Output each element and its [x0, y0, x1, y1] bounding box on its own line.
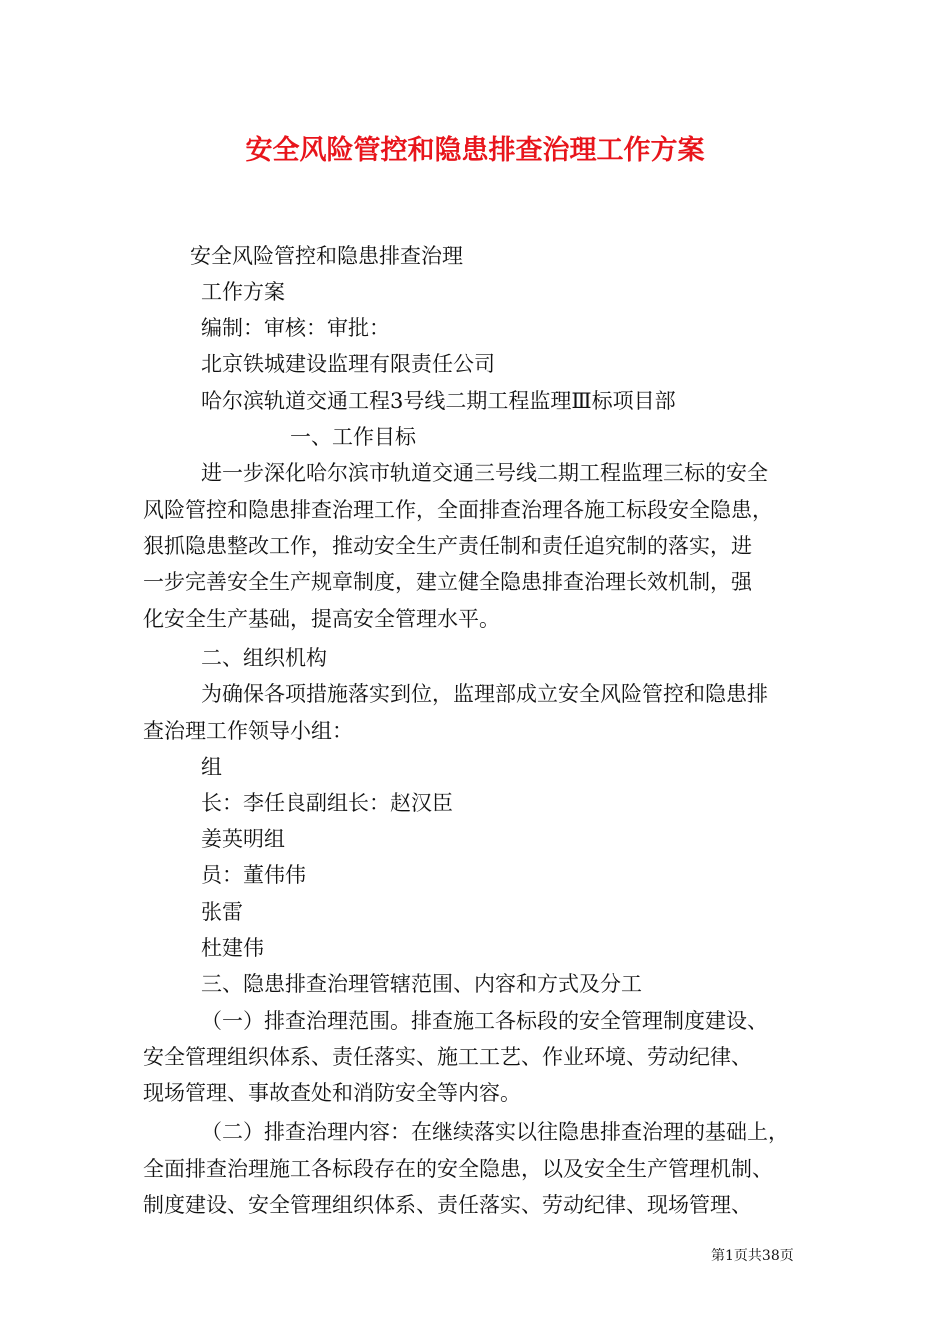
text-line: 杜建伟 — [201, 936, 264, 960]
text-line: 进一步深化哈尔滨市轨道交通三号线二期工程监理三标的安全 — [201, 461, 768, 485]
text-line: 员：董伟伟 — [201, 863, 306, 887]
text-line: 工作方案 — [201, 280, 285, 304]
text-line: 哈尔滨轨道交通工程3号线二期工程监理Ⅲ标项目部 — [201, 389, 676, 413]
section-heading: 三、隐患排查治理管辖范围、内容和方式及分工 — [201, 972, 642, 996]
text-line: 姜英明组 — [201, 827, 285, 851]
text-line: 全面排查治理施工各标段存在的安全隐患，以及安全生产管理机制、 — [143, 1157, 773, 1181]
text-line: 查治理工作领导小组： — [143, 719, 353, 743]
text-line: 制度建设、安全管理组织体系、责任落实、劳动纪律、现场管理、 — [143, 1193, 752, 1217]
text-line: （一）排查治理范围。排查施工各标段的安全管理制度建设、 — [201, 1009, 768, 1033]
section-heading: 二、组织机构 — [201, 646, 327, 670]
text-line: 长：李任良副组长：赵汉臣 — [201, 791, 453, 815]
text-line: 狠抓隐患整改工作，推动安全生产责任制和责任追究制的落实，进 — [143, 534, 752, 558]
text-line: 化安全生产基础，提高安全管理水平。 — [143, 607, 500, 631]
text-line: 张雷 — [201, 900, 243, 924]
text-line: 编制：审核：审批： — [201, 316, 390, 340]
text-line: 组 — [201, 755, 222, 779]
text-line: 现场管理、事故查处和消防安全等内容。 — [143, 1081, 521, 1105]
text-line: 风险管控和隐患排查治理工作，全面排查治理各施工标段安全隐患， — [143, 498, 773, 522]
text-line: 为确保各项措施落实到位，监理部成立安全风险管控和隐患排 — [201, 682, 768, 706]
text-line: 北京铁城建设监理有限责任公司 — [201, 352, 495, 376]
text-line: 安全管理组织体系、责任落实、施工工艺、作业环境、劳动纪律、 — [143, 1045, 752, 1069]
section-heading: 一、工作目标 — [290, 425, 416, 449]
text-line: （二）排查治理内容：在继续落实以往隐患排查治理的基础上， — [201, 1120, 789, 1144]
text-line: 一步完善安全生产规章制度，建立健全隐患排查治理长效机制，强 — [143, 570, 752, 594]
text-line: 安全风险管控和隐患排查治理 — [190, 244, 463, 268]
page-number: 第1页共38页 — [711, 1248, 794, 1264]
document-title: 安全风险管控和隐患排查治理工作方案 — [245, 135, 705, 166]
